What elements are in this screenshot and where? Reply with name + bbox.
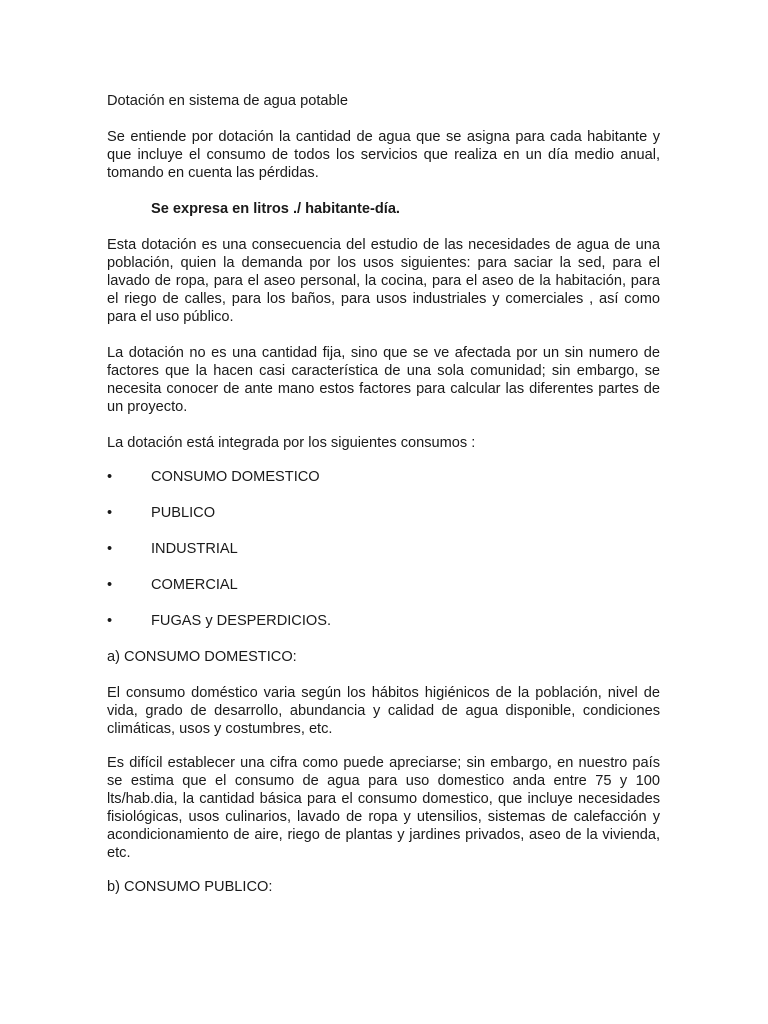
list-item <box>107 576 660 594</box>
document-title: Dotación en sistema de agua potable <box>107 93 348 109</box>
paragraph-not-fixed: La dotación no es una cantidad fija, sino que se ve afectada por un sin numero de factores que la hacen casi característica de una sola comunidad; sin embargo, se necesita conocer de ante mano estos factores para calcular las diferentes partes de un proyecto. <box>107 345 660 415</box>
list-item <box>107 468 660 486</box>
bullet-icon: • <box>107 505 113 521</box>
section-b-title: b) CONSUMO PUBLICO: <box>107 879 273 895</box>
bullet-icon: • <box>107 577 113 593</box>
list-item <box>107 504 660 522</box>
paragraph-integrated: La dotación está integrada por los siguientes consumos : <box>107 435 476 451</box>
bullet-icon: • <box>107 541 113 557</box>
list-item <box>107 612 660 630</box>
paragraph-definition: Se entiende por dotación la cantidad de agua que se asigna para cada habitante y que incluye el consumo de todos los servicios que realiza en un día medio anual, tomando en cuenta las pérdidas. <box>107 129 660 181</box>
list-item-label: CONSUMO DOMESTICO <box>151 469 320 485</box>
paragraph-estimate: Es difícil establecer una cifra como puede apreciarse; sin embargo, en nuestro país se estima que el consumo de agua para uso domestico anda entre 75 y 100 lts/hab.dia, la cantidad básica para el consumo domestico, que incluye necesidades fisiológicas, usos culinarios, lavado de ropa y utensilios, sistemas de calefacción y acondicionamiento de aire, riego de plantas y jardines privados, aseo de la vivienda, etc. <box>107 755 660 861</box>
list-item <box>107 540 660 558</box>
list-item-label: INDUSTRIAL <box>151 541 238 557</box>
list-item-label: FUGAS y DESPERDICIOS. <box>151 613 332 629</box>
units-statement: Se expresa en litros ./ habitante-día. <box>151 201 400 217</box>
list-item-label: PUBLICO <box>151 505 216 521</box>
paragraph-domestic: El consumo doméstico varia según los hábitos higiénicos de la población, nivel de vida, grado de desarrollo, abundancia y calidad de agua disponible, condiciones climáticas, usos y costumbres, etc. <box>107 685 660 737</box>
bullet-icon: • <box>107 613 113 629</box>
list-item-label: COMERCIAL <box>151 577 238 593</box>
bullet-icon: • <box>107 469 113 485</box>
paragraph-consequence: Esta dotación es una consecuencia del estudio de las necesidades de agua de una población, quien la demanda por los usos siguientes: para saciar la sed, para el lavado de ropa, para el aseo personal, la cocina, para el aseo de la habitación, para el riego de calles, para los baños, para usos industriales y comerciales , así como para el uso público. <box>107 237 660 325</box>
section-a-title: a) CONSUMO DOMESTICO: <box>107 649 297 665</box>
